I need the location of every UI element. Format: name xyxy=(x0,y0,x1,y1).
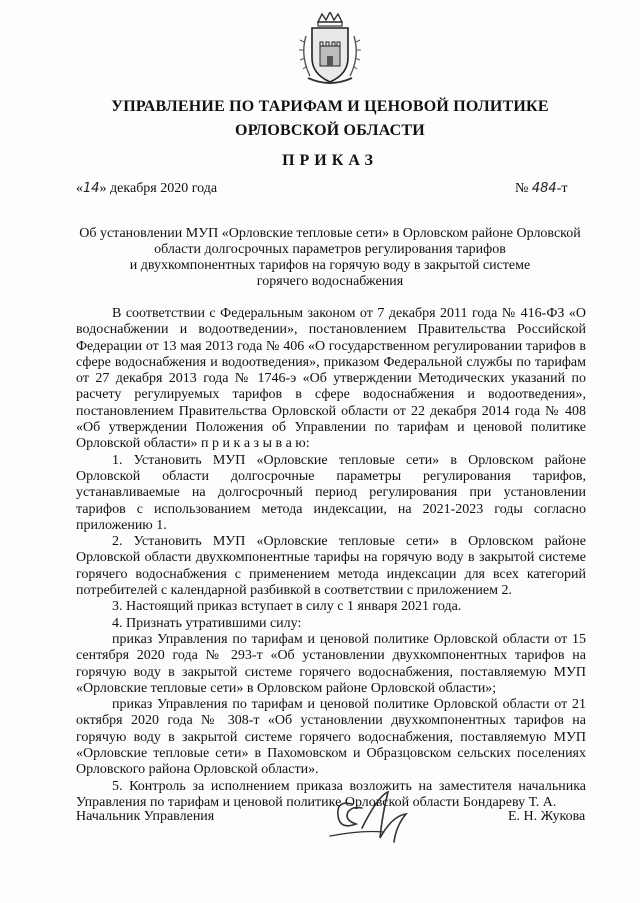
date-open-quote: « xyxy=(76,181,83,196)
organization-name-line1: УПРАВЛЕНИЕ ПО ТАРИФАМ И ЦЕНОВОЙ ПОЛИТИКЕ xyxy=(111,98,549,115)
subject-line: области долгосрочных параметров регулирования тарифов xyxy=(154,242,506,257)
item-2-paragraph: 2. Установить МУП «Орловские тепловые сети» в Орловском районе Орловской области двухкомпонентные тарифы на горячую воду в закрытой системе горячего водоснабжения с применением метода индексации для всех категорий потребителей с календарной разбивкой в соответствии с приложением 2. xyxy=(76,534,586,599)
handwritten-signature xyxy=(322,786,432,848)
signatory-name: Е. Н. Жукова xyxy=(508,809,586,824)
item-4-paragraph: 4. Признать утратившими силу: xyxy=(112,615,302,631)
order-subject xyxy=(60,226,600,290)
item-5-paragraph: 5. Контроль за исполнением приказа возложить на заместителя начальника Управления по тарифам и ценовой политике Орловской области Бондареву Т. А. xyxy=(76,778,586,810)
date-day-handwritten: 14 xyxy=(83,181,100,196)
order-body xyxy=(76,306,586,811)
item-4b-paragraph: приказ Управления по тарифам и ценовой политике Орловской области от 21 октября 2020 года № 308-т «Об установлении двухкомпонентных тарифов на горячую воду в закрытой системе горячего водоснабжения, поставляемую МУП «Орловские тепловые сети» в Пахомовском и Образцовском сельских поселениях Орловского района Орловской области». xyxy=(76,697,586,778)
preamble-paragraph: В соответствии с Федеральным законом от 7 декабря 2011 года № 416-ФЗ «О водоснабжении и водоотведении», постановлением Правительства Российской Федерации от 13 мая 2013 года № 406 «О государственном регулировании тарифов в сфере водоснабжения и водоотведения», приказом Федеральной службы по тарифам от 27 декабря 2013 года № 1746-э «Об утверждении Методических указаний по расчету регулируемых тарифов в сфере водоснабжения и водоотведения», постановлением Правительства Орловской области от 22 декабря 2014 года № 408 «Об утверждении Положения об Управлении по тарифам и ценовой политике Орловской области» п р и к а з ы в а ю: xyxy=(76,306,586,452)
subject-line: Об установлении МУП «Орловские тепловые сети» в Орловском районе Орловской xyxy=(79,226,581,241)
document-type: ПРИКАЗ xyxy=(282,152,378,169)
date-rest: » декабря 2020 года xyxy=(99,181,218,196)
item-4a-paragraph: приказ Управления по тарифам и ценовой политике Орловской области от 15 сентября 2020 года № 293-т «Об установлении двухкомпонентных тарифов на горячую воду в закрытой системе горячего водоснабжения, поставляемую МУП «Орловские тепловые сети» в Орловском районе Орловской области»; xyxy=(76,631,586,696)
item-3-paragraph: 3. Настоящий приказ вступает в силу с 1 января 2021 года. xyxy=(112,599,462,615)
order-date xyxy=(76,181,217,197)
number-prefix: № xyxy=(515,181,532,196)
subject-line: и двухкомпонентных тарифов на горячую воду в закрытой системе xyxy=(129,258,531,273)
organization-name-line2: ОРЛОВСКОЙ ОБЛАСТИ xyxy=(235,122,425,139)
number-suffix: -т xyxy=(556,181,568,196)
order-number xyxy=(515,181,567,197)
coat-of-arms-icon xyxy=(296,12,364,88)
subject-line: горячего водоснабжения xyxy=(256,274,404,289)
signatory-position: Начальник Управления xyxy=(76,809,215,824)
number-handwritten: 484 xyxy=(531,181,557,196)
item-1-paragraph: 1. Установить МУП «Орловские тепловые сети» в Орловском районе Орловской области долгосрочные параметры регулирования тарифов, устанавливаемые на долгосрочный период регулирования при установлении тарифов с использованием метода индексации, на 2021-2023 годы согласно приложению 1. xyxy=(76,452,586,533)
